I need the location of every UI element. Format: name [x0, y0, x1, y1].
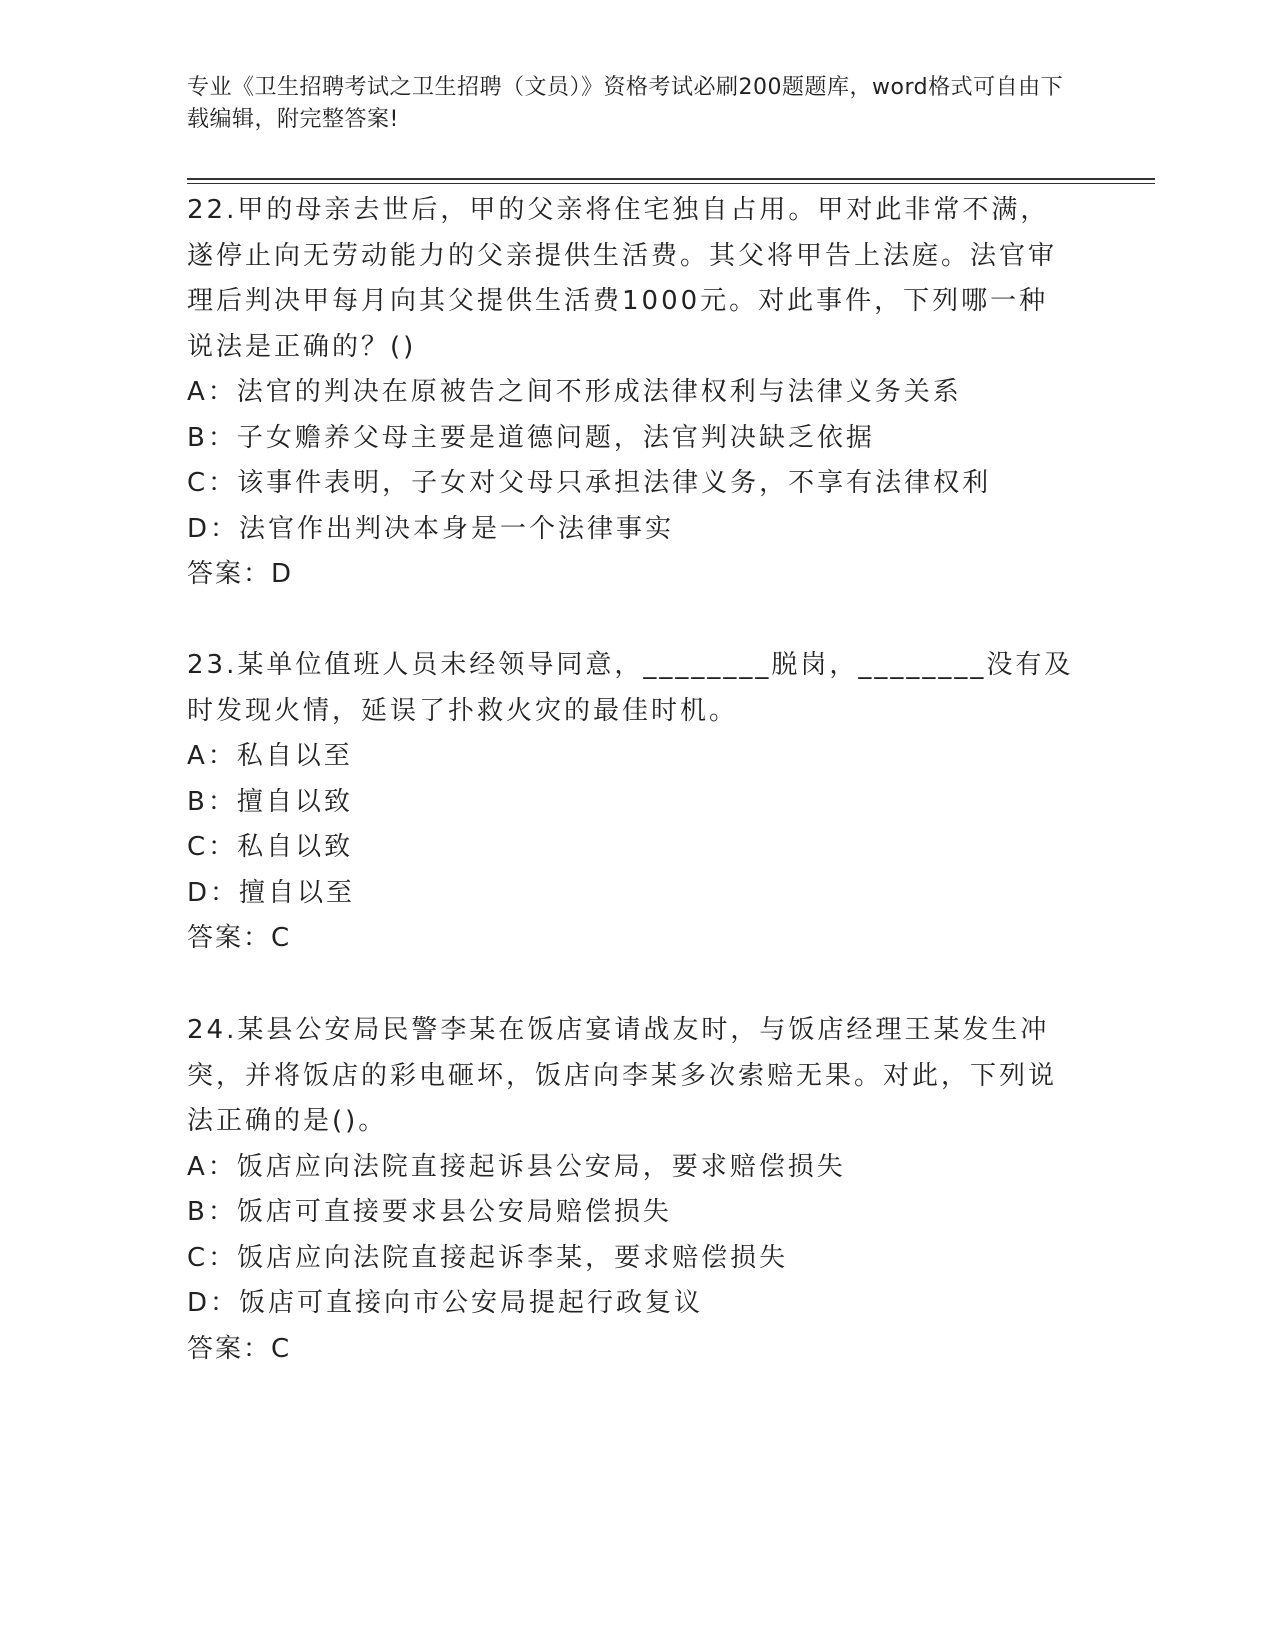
answer-line: 答案：C	[187, 923, 292, 953]
document-header: 专业《卫生招聘考试之卫生招聘（文员）》资格考试必刷200题题库，word格式可自由下载编辑，附完整答案!	[187, 75, 1064, 132]
answer-line: 答案：D	[187, 559, 294, 589]
option-c: C：私自以致	[187, 832, 354, 862]
option-c: C：饭店应向法院直接起诉李某，要求赔偿损失	[187, 1242, 789, 1273]
question-24	[187, 1008, 1077, 1372]
option-a: A：私自以至	[187, 741, 353, 771]
option-d: D：饭店可直接向市公安局提起行政复议	[187, 1288, 704, 1318]
question-stem: 22.甲的母亲去世后，甲的父亲将住宅独自占用。甲对此非常不满，遂停止向无劳动能力的父亲提供生活费。其父将甲告上法庭。法官审理后判决甲每月向其父提供生活费1000元。对此事件，下列哪一种说法是正确的？()	[187, 195, 1058, 362]
option-a: A：法官的判决在原被告之间不形成法律权利与法律义务关系	[187, 377, 962, 407]
question-stem: 23.某单位值班人员未经领导同意，________脱岗，________没有及时发现火情，延误了扑救火灾的最佳时机。	[187, 650, 1074, 726]
question-stem: 24.某县公安局民警李某在饭店宴请战友时，与饭店经理王某发生冲突，并将饭店的彩电砸坏，饭店向李某多次索赔无果。对此，下列说法正确的是()。	[187, 1015, 1058, 1136]
answer-line: 答案：C	[187, 1333, 292, 1364]
option-a: A：饭店应向法院直接起诉县公安局，要求赔偿损失	[187, 1151, 846, 1182]
option-b: B：饭店可直接要求县公安局赔偿损失	[187, 1197, 672, 1227]
header-divider	[187, 178, 1155, 180]
option-d: D：法官作出判决本身是一个法律事实	[187, 513, 675, 544]
option-c: C：该事件表明，子女对父母只承担法律义务，不享有法律权利	[187, 468, 992, 498]
question-23	[187, 643, 1077, 962]
option-b: B：子女赡养父母主要是道德问题，法官判决缺乏依据	[187, 422, 875, 453]
option-d: D：擅自以至	[187, 877, 356, 908]
header-divider-thin	[187, 183, 1155, 184]
question-22	[187, 188, 1077, 598]
option-b: B：擅自以致	[187, 786, 353, 817]
